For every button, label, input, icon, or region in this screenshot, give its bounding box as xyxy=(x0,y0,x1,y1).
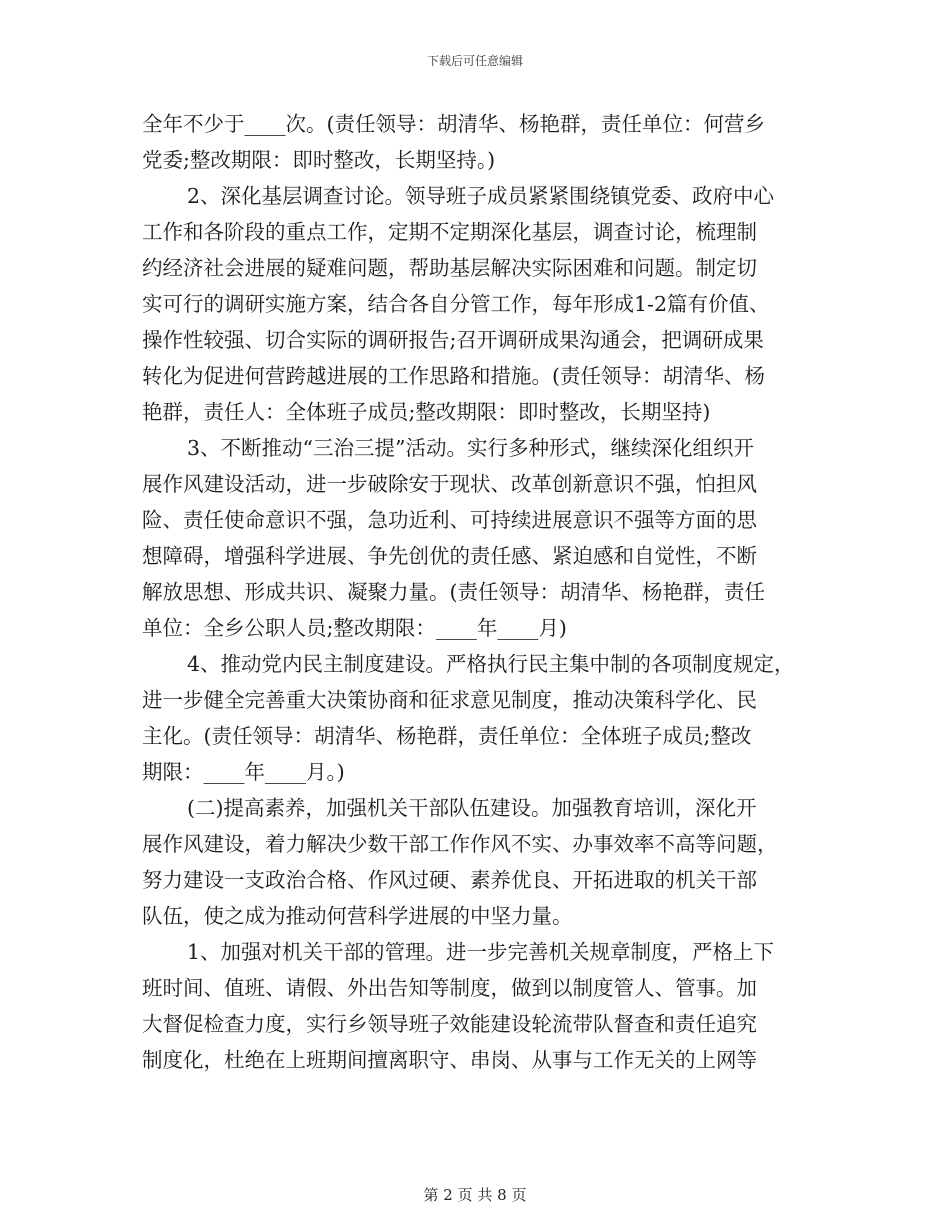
text-line: 想障碍，增强科学进展、争先创优的责任感、紧迫感和自觉性，不断 xyxy=(142,544,757,568)
text-line: 工作和各阶段的重点工作，定期不定期深化基层，调查讨论，梳理制 xyxy=(142,220,757,244)
text-line: 努力建设一支政治合格、作风过硬、素养优良、开拓进取的机关干部 xyxy=(142,868,757,892)
text-line: (二)提高素养，加强机关干部队伍建设。加强教育培训，深化开 xyxy=(187,796,757,820)
text-line: 制度化，杜绝在上班期间擅离职守、串岗、从事与工作无关的上网等 xyxy=(142,1048,757,1072)
text-line: 约经济社会进展的疑难问题，帮助基层解决实际困难和问题。制定切 xyxy=(142,256,757,280)
text-line: 班时间、值班、请假、外出告知等制度，做到以制度管人、管事。加 xyxy=(142,976,757,1000)
text-line: 全年不少于____次。(责任领导：胡清华、杨艳群，责任单位：何营乡 xyxy=(142,112,765,136)
text-line: 大督促检查力度，实行乡领导班子效能建设轮流带队督查和责任追究 xyxy=(142,1012,757,1036)
text-line: 转化为促进何营跨越进展的工作思路和措施。(责任领导：胡清华、杨 xyxy=(142,364,765,388)
text-line: 党委;整改期限：即时整改，长期坚持。) xyxy=(142,148,496,172)
text-line: 主化。(责任领导：胡清华、杨艳群，责任单位：全体班子成员;整改 xyxy=(142,724,752,748)
page-header: 下载后可任意编辑 xyxy=(426,54,523,68)
page-footer: 第 2 页 共 8 页 xyxy=(423,1186,527,1204)
text-line: 操作性较强、切合实际的调研报告;召开调研成果沟通会，把调研成果 xyxy=(142,328,764,352)
text-line: 4、推动党内民主制度建设。严格执行民主集中制的各项制度规定， xyxy=(187,652,795,676)
text-line: 3、不断推动“三治三提”活动。实行多种形式，继续深化组织开 xyxy=(187,436,755,460)
text-line: 队伍，使之成为推动何营科学进展的中坚力量。 xyxy=(142,904,573,928)
text-line: 解放思想、形成共识、凝聚力量。(责任领导：胡清华、杨艳群，责任 xyxy=(142,580,765,604)
text-line: 期限：____年____月。) xyxy=(142,760,345,784)
text-line: 艳群，责任人：全体班子成员;整改期限：即时整改，长期坚持) xyxy=(142,400,711,424)
text-line: 险、责任使命意识不强，急功近利、可持续进展意识不强等方面的思 xyxy=(142,508,757,532)
text-line: 实可行的调研实施方案，结合各自分管工作，每年形成1-2篇有价值、 xyxy=(142,292,770,316)
document-body xyxy=(0,106,950,1078)
text-line: 2、深化基层调查讨论。领导班子成员紧紧围绕镇党委、政府中心 xyxy=(187,184,775,208)
text-line: 1、加强对机关干部的管理。进一步完善机关规章制度，严格上下 xyxy=(187,940,775,964)
text-line: 单位：全乡公职人员;整改期限：____年____月) xyxy=(142,616,567,640)
text-line: 展作风建设活动，进一步破除安于现状、改革创新意识不强，怕担风 xyxy=(142,472,757,496)
text-line: 展作风建设，着力解决少数干部工作作风不实、办事效率不高等问题， xyxy=(142,832,778,856)
text-line: 进一步健全完善重大决策协商和征求意见制度，推动决策科学化、民 xyxy=(142,688,757,712)
